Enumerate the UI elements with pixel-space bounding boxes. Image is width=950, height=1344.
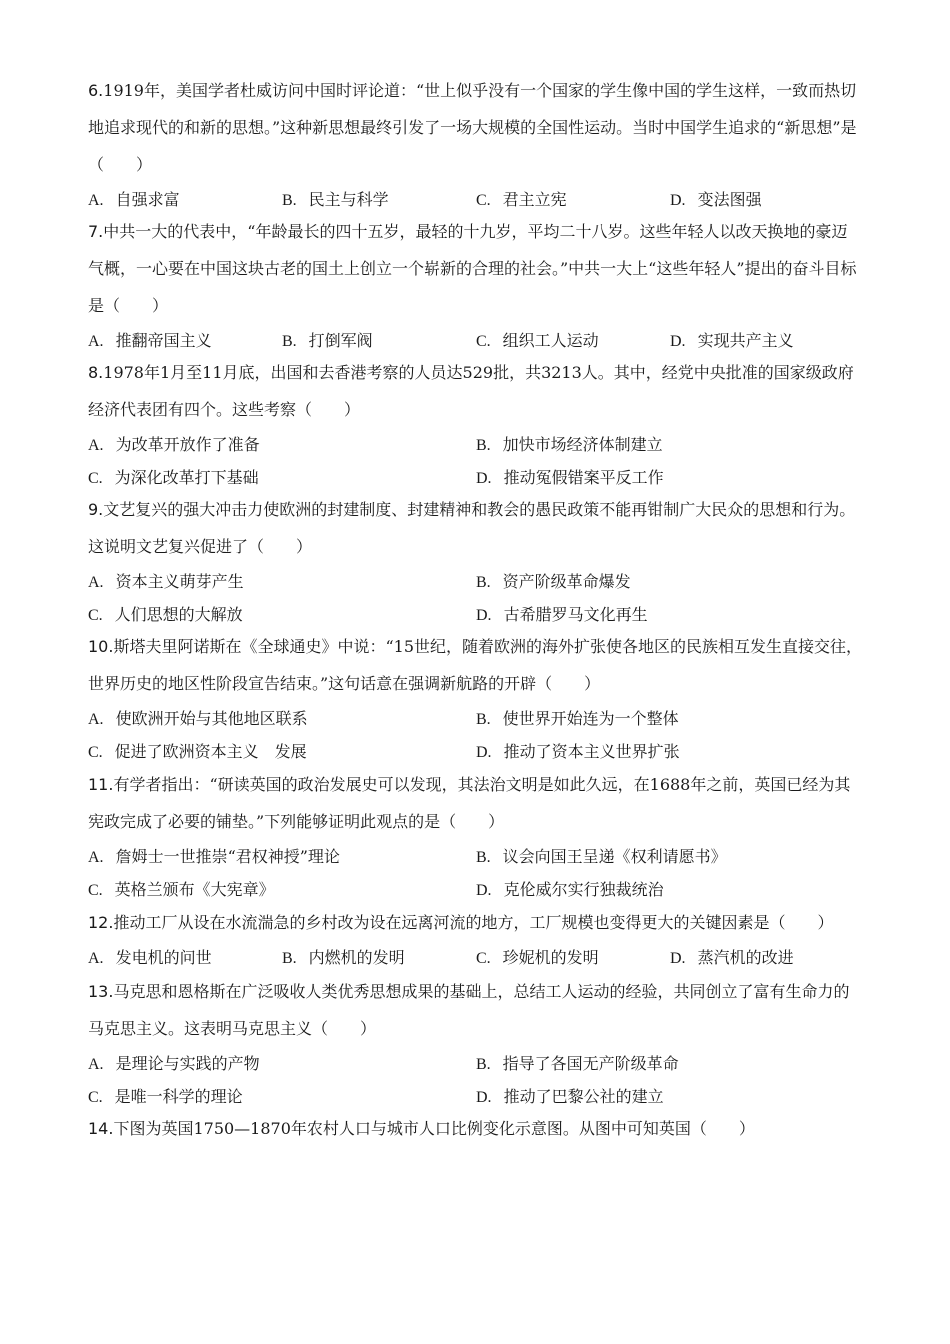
question-10 <box>88 628 863 768</box>
option-c[interactable]: C. 是唯一科学的理论 <box>88 1087 243 1106</box>
question-stem <box>88 628 863 702</box>
options-row <box>88 1047 863 1080</box>
options-row <box>88 873 863 906</box>
question-text: 1978年1月至11月底，出国和去香港考察的人员达529批，共3213人。其中，经党中央批准的国家级政府经济代表团有四个。这些考察（ ） <box>88 363 854 419</box>
option-a[interactable]: A. 是理论与实践的产物 <box>88 1054 260 1073</box>
option-a[interactable]: A. 自强求富 <box>88 190 180 209</box>
option-c[interactable]: C. 组织工人运动 <box>476 331 599 350</box>
option-c[interactable]: C. 珍妮机的发明 <box>476 948 599 967</box>
question-text: 下图为英国1750—1870年农村人口与城市人口比例变化示意图。从图中可知英国（ ） <box>113 1119 755 1138</box>
option-d[interactable]: D. 变法图强 <box>670 190 762 209</box>
question-stem <box>88 491 863 565</box>
question-6 <box>88 72 863 216</box>
question-stem <box>88 72 863 183</box>
question-number: 8. <box>88 363 104 382</box>
options-row <box>88 941 863 974</box>
question-number: 7. <box>88 222 104 241</box>
question-text: 中共一大的代表中，“年龄最长的四十五岁，最轻的十九岁，平均二十八岁。这些年轻人以改天换地的豪迈气概，一心要在中国这块古老的国土上创立一个崭新的合理的社会。”中共一大上“这些年轻人”提出的奋斗目标是（ ） <box>88 222 857 315</box>
question-number: 9. <box>88 500 104 519</box>
option-a[interactable]: A. 使欧洲开始与其他地区联系 <box>88 709 308 728</box>
option-b[interactable]: B. 内燃机的发明 <box>282 948 405 967</box>
options-row <box>88 702 863 735</box>
options-row <box>88 183 863 216</box>
question-stem <box>88 354 863 428</box>
question-number: 12. <box>88 913 114 932</box>
question-number: 14. <box>88 1119 114 1138</box>
option-a[interactable]: A. 詹姆士一世推崇“君权神授”理论 <box>88 847 340 866</box>
option-c[interactable]: C. 为深化改革打下基础 <box>88 468 259 487</box>
question-stem <box>88 973 863 1047</box>
option-b[interactable]: B. 使世界开始连为一个整体 <box>476 709 679 728</box>
options-row <box>88 324 863 357</box>
question-text: 有学者指出：“研读英国的政治发展史可以发现，其法治文明是如此久远，在1688年之前，英国已经为其宪政完成了必要的铺垫。”下列能够证明此观点的是（ ） <box>88 775 851 831</box>
question-number: 6. <box>88 81 104 100</box>
options-row <box>88 840 863 873</box>
options-row <box>88 428 863 461</box>
options-row <box>88 565 863 598</box>
options-row <box>88 598 863 631</box>
question-number: 10. <box>88 637 114 656</box>
option-c[interactable]: C. 人们思想的大解放 <box>88 605 243 624</box>
option-b[interactable]: B. 加快市场经济体制建立 <box>476 435 663 454</box>
option-b[interactable]: B. 指导了各国无产阶级革命 <box>476 1054 679 1073</box>
question-9 <box>88 491 863 631</box>
question-text: 斯塔夫里阿诺斯在《全球通史》中说：“15世纪，随着欧洲的海外扩张使各地区的民族相互发生直接交往，世界历史的地区性阶段宣告结束。”这句话意在强调新航路的开辟（ ） <box>88 637 862 693</box>
options-row <box>88 461 863 494</box>
question-11 <box>88 766 863 906</box>
option-d[interactable]: D. 推动了资本主义世界扩张 <box>476 742 680 761</box>
option-d[interactable]: D. 克伦威尔实行独裁统治 <box>476 880 664 899</box>
option-d[interactable]: D. 古希腊罗马文化再生 <box>476 605 648 624</box>
option-a[interactable]: A. 为改革开放作了准备 <box>88 435 260 454</box>
options-row <box>88 1080 863 1113</box>
option-c[interactable]: C. 君主立宪 <box>476 190 567 209</box>
option-b[interactable]: B. 议会向国王呈递《权利请愿书》 <box>476 847 727 866</box>
question-text: 马克思和恩格斯在广泛吸收人类优秀思想成果的基础上，总结工人运动的经验，共同创立了富有生命力的马克思主义。这表明马克思主义（ ） <box>88 982 850 1038</box>
option-c[interactable]: C. 英格兰颁布《大宪章》 <box>88 880 275 899</box>
question-number: 11. <box>88 775 114 794</box>
question-stem <box>88 1110 863 1147</box>
option-b[interactable]: B. 民主与科学 <box>282 190 389 209</box>
option-d[interactable]: D. 蒸汽机的改进 <box>670 948 794 967</box>
option-a[interactable]: A. 推翻帝国主义 <box>88 331 212 350</box>
question-7 <box>88 213 863 357</box>
option-b[interactable]: B. 打倒军阀 <box>282 331 373 350</box>
question-13 <box>88 973 863 1113</box>
question-14 <box>88 1110 863 1147</box>
question-text: 文艺复兴的强大冲击力使欧洲的封建制度、封建精神和教会的愚民政策不能再钳制广大民众的思想和行为。这说明文艺复兴促进了（ ） <box>88 500 856 556</box>
option-b[interactable]: B. 资产阶级革命爆发 <box>476 572 631 591</box>
question-text: 1919年，美国学者杜威访问中国时评论道：“世上似乎没有一个国家的学生像中国的学生这样，一致而热切地追求现代的和新的思想。”这种新思想最终引发了一场大规模的全国性运动。当时中国学生追求的“新思想”是（ ） <box>88 81 857 174</box>
option-d[interactable]: D. 实现共产主义 <box>670 331 794 350</box>
option-d[interactable]: D. 推动了巴黎公社的建立 <box>476 1087 664 1106</box>
options-row <box>88 735 863 768</box>
question-stem <box>88 213 863 324</box>
question-text: 推动工厂从设在水流湍急的乡村改为设在远离河流的地方，工厂规模也变得更大的关键因素是（ ） <box>113 913 834 932</box>
option-a[interactable]: A. 发电机的问世 <box>88 948 212 967</box>
option-d[interactable]: D. 推动冤假错案平反工作 <box>476 468 664 487</box>
question-number: 13. <box>88 982 114 1001</box>
option-c[interactable]: C. 促进了欧洲资本主义 发展 <box>88 742 307 761</box>
question-12 <box>88 904 863 974</box>
question-stem <box>88 766 863 840</box>
question-8 <box>88 354 863 494</box>
question-stem <box>88 904 863 941</box>
option-a[interactable]: A. 资本主义萌芽产生 <box>88 572 244 591</box>
